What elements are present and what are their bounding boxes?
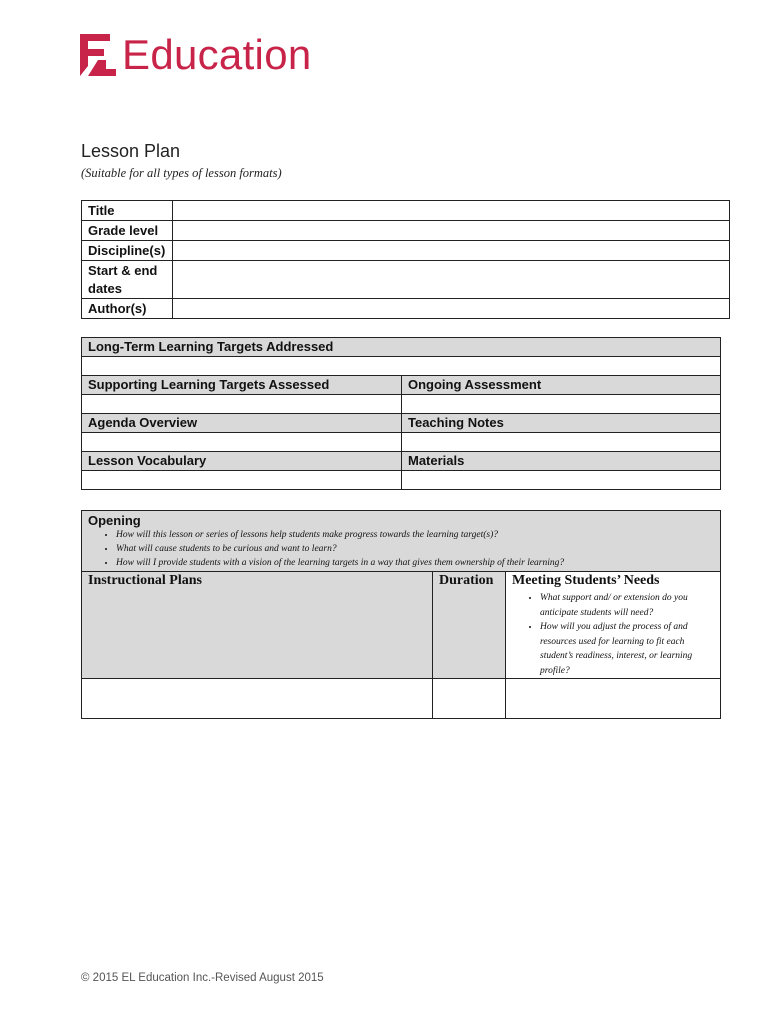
meeting-needs-label: Meeting Students’ Needs	[512, 573, 660, 588]
info-label-title: Title	[82, 201, 173, 221]
meeting-needs-header	[506, 572, 721, 679]
info-value-title[interactable]	[173, 201, 730, 221]
materials-value[interactable]	[402, 471, 721, 490]
table-row	[82, 221, 730, 241]
ongoing-assessment-header: Ongoing Assessment	[402, 376, 721, 395]
info-value-discipline[interactable]	[173, 241, 730, 261]
info-label-authors: Author(s)	[82, 299, 173, 319]
opening-questions	[88, 528, 714, 570]
table-row	[82, 395, 721, 414]
lesson-vocabulary-header: Lesson Vocabulary	[82, 452, 402, 471]
table-row	[82, 414, 721, 433]
list-item: • How will this lesson or series of lessons help students make progress towards the learning target(s)?	[116, 528, 714, 542]
info-label-dates: Start & end dates	[82, 261, 173, 299]
info-value-dates[interactable]	[173, 261, 730, 299]
table-row	[82, 201, 730, 221]
table-row	[82, 572, 721, 679]
table-row	[82, 471, 721, 490]
list-item: • How will I provide students with a vision of the learning targets in a way that gives them ownership of their learning?	[116, 556, 714, 570]
opening-heading: Opening	[88, 513, 141, 528]
agenda-overview-value[interactable]	[82, 433, 402, 452]
teaching-notes-value[interactable]	[402, 433, 721, 452]
lesson-info-table	[81, 200, 730, 319]
instructional-plans-label: Instructional Plans	[88, 573, 202, 588]
teaching-notes-header: Teaching Notes	[402, 414, 721, 433]
info-value-authors[interactable]	[173, 299, 730, 319]
table-row	[82, 357, 721, 376]
list-item: • How will you adjust the process of and resources used for learning to fit each student’s readiness, interest, or learning profile?	[540, 620, 714, 678]
instructional-plans-header	[82, 572, 433, 679]
table-row	[82, 511, 721, 572]
duration-label: Duration	[439, 573, 494, 588]
table-row	[82, 376, 721, 395]
supporting-targets-header: Supporting Learning Targets Assessed	[82, 376, 402, 395]
table-row	[82, 241, 730, 261]
supporting-targets-value[interactable]	[82, 395, 402, 414]
page-title: Lesson Plan	[81, 141, 181, 161]
info-label-discipline: Discipline(s)	[82, 241, 173, 261]
long-term-targets-value[interactable]	[82, 357, 721, 376]
materials-header: Materials	[402, 452, 721, 471]
long-term-targets-header: Long-Term Learning Targets Addressed	[82, 338, 721, 357]
brand-name: Education	[122, 31, 312, 78]
footer-copyright: © 2015 EL Education Inc.-Revised August 2015	[81, 972, 324, 984]
table-row	[82, 261, 730, 299]
el-logo-mark-icon	[80, 34, 116, 76]
table-row	[82, 679, 721, 719]
meeting-needs-value[interactable]	[506, 679, 721, 719]
opening-section	[82, 511, 721, 572]
lesson-vocabulary-value[interactable]	[82, 471, 402, 490]
page-subtitle: (Suitable for all types of lesson formats)	[81, 166, 282, 180]
table-row	[82, 299, 730, 319]
ongoing-assessment-value[interactable]	[402, 395, 721, 414]
info-value-grade[interactable]	[173, 221, 730, 241]
learning-targets-table	[81, 337, 721, 490]
list-item: • What support and/ or extension do you anticipate students will need?	[540, 591, 714, 620]
info-label-grade: Grade level	[82, 221, 173, 241]
list-item: • What will cause students to be curious and want to learn?	[116, 542, 714, 556]
brand-logo	[80, 31, 312, 78]
opening-table	[81, 510, 721, 719]
table-row	[82, 338, 721, 357]
instructional-plans-value[interactable]	[82, 679, 433, 719]
duration-value[interactable]	[433, 679, 506, 719]
table-row	[82, 452, 721, 471]
table-row	[82, 433, 721, 452]
needs-questions	[512, 591, 714, 678]
agenda-overview-header: Agenda Overview	[82, 414, 402, 433]
duration-header	[433, 572, 506, 679]
